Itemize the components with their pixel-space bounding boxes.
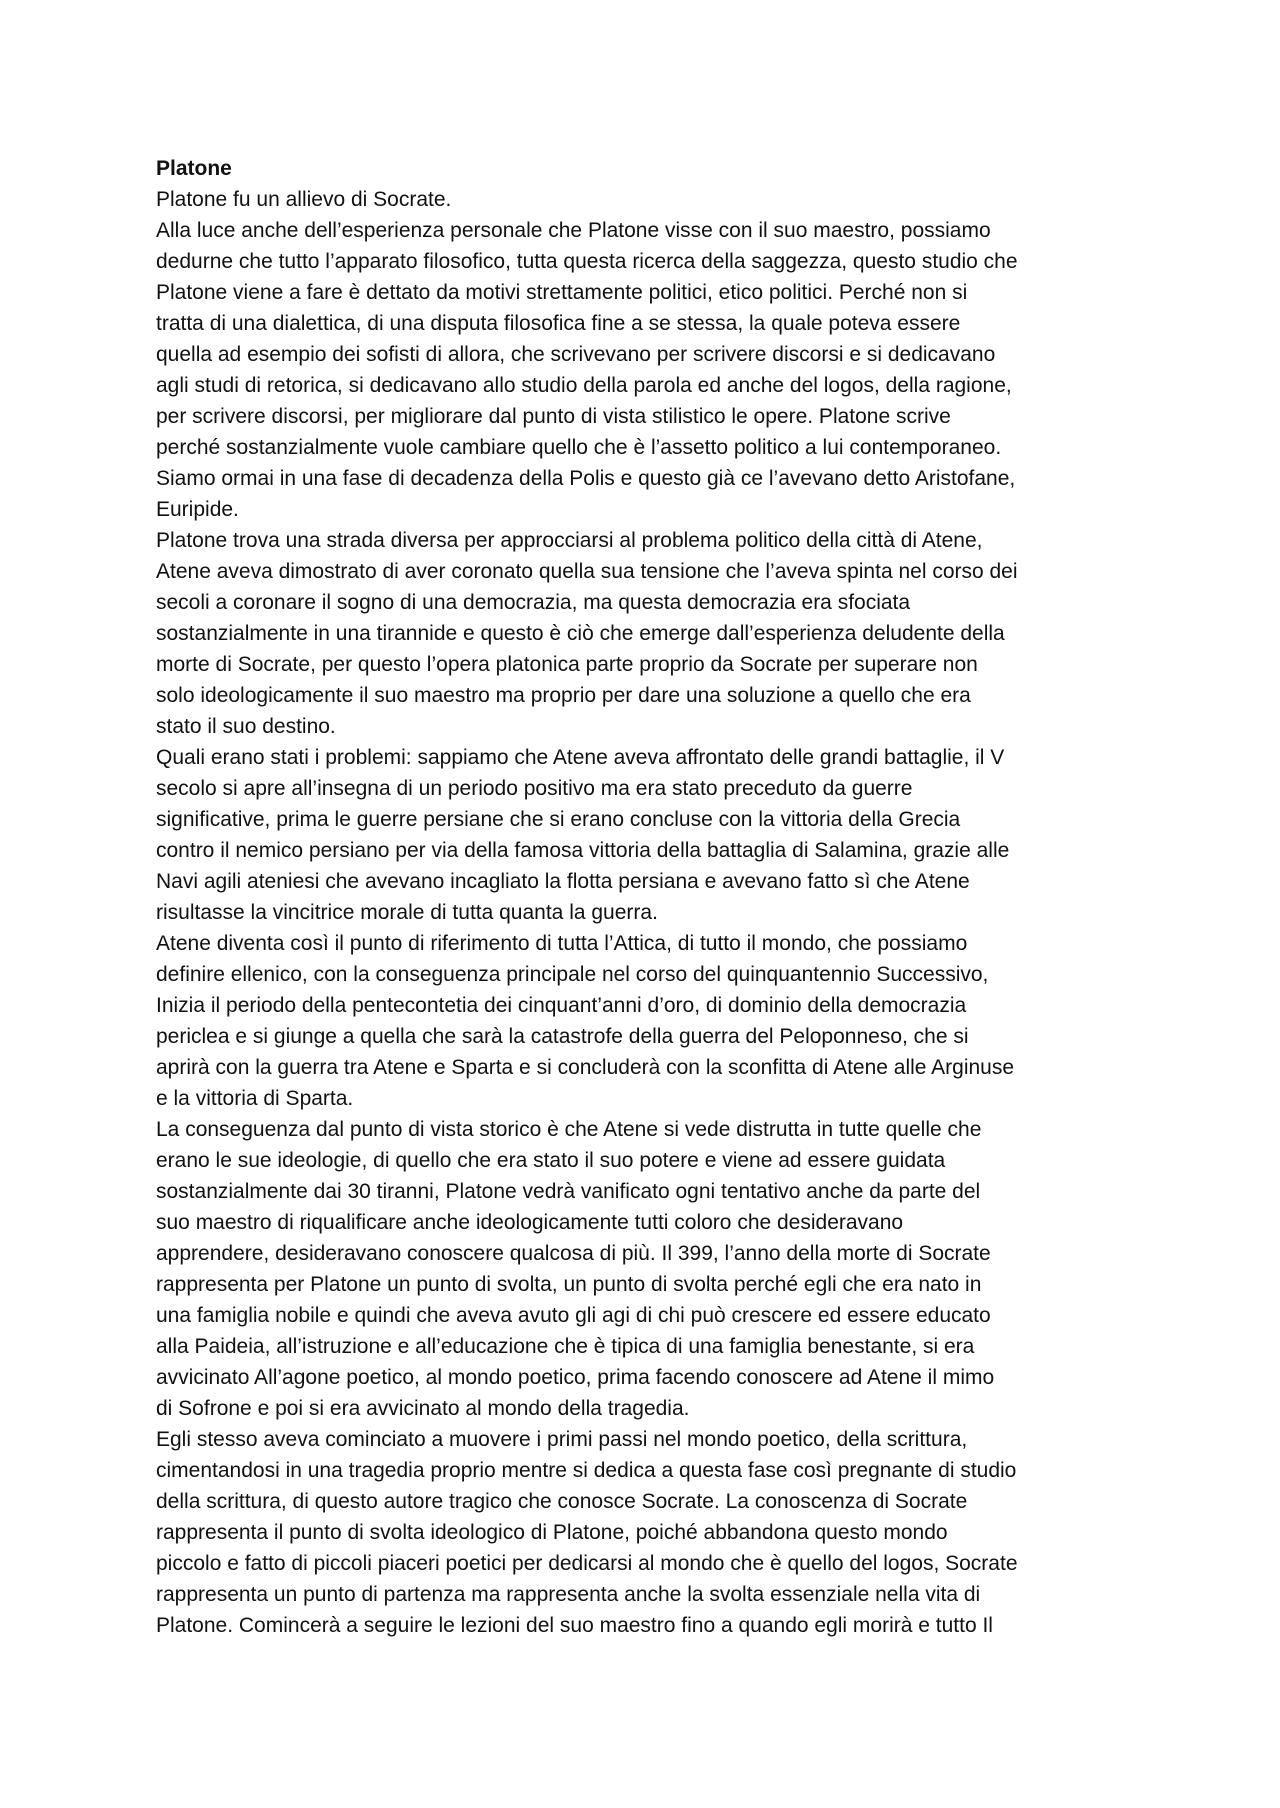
text-line: rappresenta il punto di svolta ideologico di Platone, poiché abbandona questo mondo <box>156 1521 948 1544</box>
text-line: apprendere, desideravano conoscere qualcosa di più. Il 399, l’anno della morte di Socrate <box>156 1242 991 1265</box>
text-line: Siamo ormai in una fase di decadenza della Polis e questo già ce l’avevano detto Aristofane, <box>156 467 1016 490</box>
text-line: Platone. Comincerà a seguire le lezioni del suo maestro fino a quando egli morirà e tutto Il <box>156 1614 993 1637</box>
text-line: tratta di una dialettica, di una disputa filosofica fine a se stessa, la quale poteva essere <box>156 312 961 335</box>
text-line: Euripide. <box>156 498 239 521</box>
text-line: Alla luce anche dell’esperienza personale che Platone visse con il suo maestro, possiamo <box>156 219 991 242</box>
text-line: cimentandosi in una tragedia proprio mentre si dedica a questa fase così pregnante di studio <box>156 1459 1017 1482</box>
text-line: perché sostanzialmente vuole cambiare quello che è l’assetto politico a lui contemporaneo. <box>156 436 1002 459</box>
text-line: periclea e si giunge a quella che sarà la catastrofe della guerra del Peloponneso, che si <box>156 1025 969 1048</box>
paragraph-lines <box>156 184 1156 1641</box>
text-line: definire ellenico, con la conseguenza principale nel corso del quinquantennio Successivo, <box>156 963 989 986</box>
text-line: una famiglia nobile e quindi che aveva avuto gli agi di chi può crescere ed essere educato <box>156 1304 991 1327</box>
text-line: avvicinato All’agone poetico, al mondo poetico, prima facendo conoscere ad Atene il mimo <box>156 1366 995 1389</box>
text-line: sostanzialmente dai 30 tiranni, Platone vedrà vanificato ogni tentativo anche da parte del <box>156 1180 981 1203</box>
text-line: Atene aveva dimostrato di aver coronato quella sua tensione che l’aveva spinta nel corso dei <box>156 560 1018 583</box>
text-line: erano le sue ideologie, di quello che era stato il suo potere e viene ad essere guidata <box>156 1149 946 1172</box>
text-line: secolo si apre all’insegna di un periodo positivo ma era stato preceduto da guerre <box>156 777 913 800</box>
text-line: della scrittura, di questo autore tragico che conosce Socrate. La conoscenza di Socrate <box>156 1490 968 1513</box>
text-line: quella ad esempio dei sofisti di allora, che scrivevano per scrivere discorsi e si dedicavano <box>156 343 996 366</box>
text-line: Egli stesso aveva cominciato a muovere i primi passi nel mondo poetico, della scrittura, <box>156 1428 968 1451</box>
text-line: Platone viene a fare è dettato da motivi strettamente politici, etico politici. Perché non si <box>156 281 968 304</box>
text-line: agli studi di retorica, si dedicavano allo studio della parola ed anche del logos, della ragione, <box>156 374 1012 397</box>
text-line: morte di Socrate, per questo l’opera platonica parte proprio da Socrate per superare non <box>156 653 978 676</box>
text-line: contro il nemico persiano per via della famosa vittoria della battaglia di Salamina, grazie alle <box>156 839 1010 862</box>
text-line: solo ideologicamente il suo maestro ma proprio per dare una soluzione a quello che era <box>156 684 971 707</box>
text-line: significative, prima le guerre persiane che si erano concluse con la vittoria della Grecia <box>156 808 961 831</box>
text-line: Platone fu un allievo di Socrate. <box>156 188 452 211</box>
text-line: Inizia il periodo della pentecontetia dei cinquant’anni d’oro, di dominio della democrazia <box>156 994 967 1017</box>
text-line: sostanzialmente in una tirannide e questo è ciò che emerge dall’esperienza deludente della <box>156 622 1005 645</box>
text-line: Platone trova una strada diversa per approcciarsi al problema politico della città di Atene, <box>156 529 983 552</box>
text-line: La conseguenza dal punto di vista storico è che Atene si vede distrutta in tutte quelle che <box>156 1118 982 1141</box>
text-line: piccolo e fatto di piccoli piaceri poetici per dedicarsi al mondo che è quello del logos, Socrate <box>156 1552 1018 1575</box>
text-line: rappresenta un punto di partenza ma rappresenta anche la svolta essenziale nella vita di <box>156 1583 981 1606</box>
text-line: rappresenta per Platone un punto di svolta, un punto di svolta perché egli che era nato in <box>156 1273 982 1296</box>
text-line: Quali erano stati i problemi: sappiamo che Atene aveva affrontato delle grandi battaglie, il V <box>156 746 1005 769</box>
document-title: Platone <box>156 157 232 180</box>
text-line: per scrivere discorsi, per migliorare dal punto di vista stilistico le opere. Platone scrive <box>156 405 951 428</box>
text-line: Atene diventa così il punto di riferimento di tutta l’Attica, di tutto il mondo, che possiamo <box>156 932 968 955</box>
text-line: e la vittoria di Sparta. <box>156 1087 354 1110</box>
text-line: di Sofrone e poi si era avvicinato al mondo della tragedia. <box>156 1397 690 1420</box>
document-body <box>156 153 1156 1641</box>
text-line: risultasse la vincitrice morale di tutta quanta la guerra. <box>156 901 658 924</box>
text-line: dedurne che tutto l’apparato filosofico, tutta questa ricerca della saggezza, questo studio che <box>156 250 1018 273</box>
text-line: Navi agili ateniesi che avevano incagliato la flotta persiana e avevano fatto sì che Atene <box>156 870 970 893</box>
text-line: stato il suo destino. <box>156 715 336 738</box>
text-line: suo maestro di riqualificare anche ideologicamente tutti coloro che desideravano <box>156 1211 904 1234</box>
text-line: secoli a coronare il sogno di una democrazia, ma questa democrazia era sfociata <box>156 591 911 614</box>
text-line: alla Paideia, all’istruzione e all’educazione che è tipica di una famiglia benestante, si era <box>156 1335 975 1358</box>
text-line: aprirà con la guerra tra Atene e Sparta e si concluderà con la sconfitta di Atene alle Arginuse <box>156 1056 1015 1079</box>
